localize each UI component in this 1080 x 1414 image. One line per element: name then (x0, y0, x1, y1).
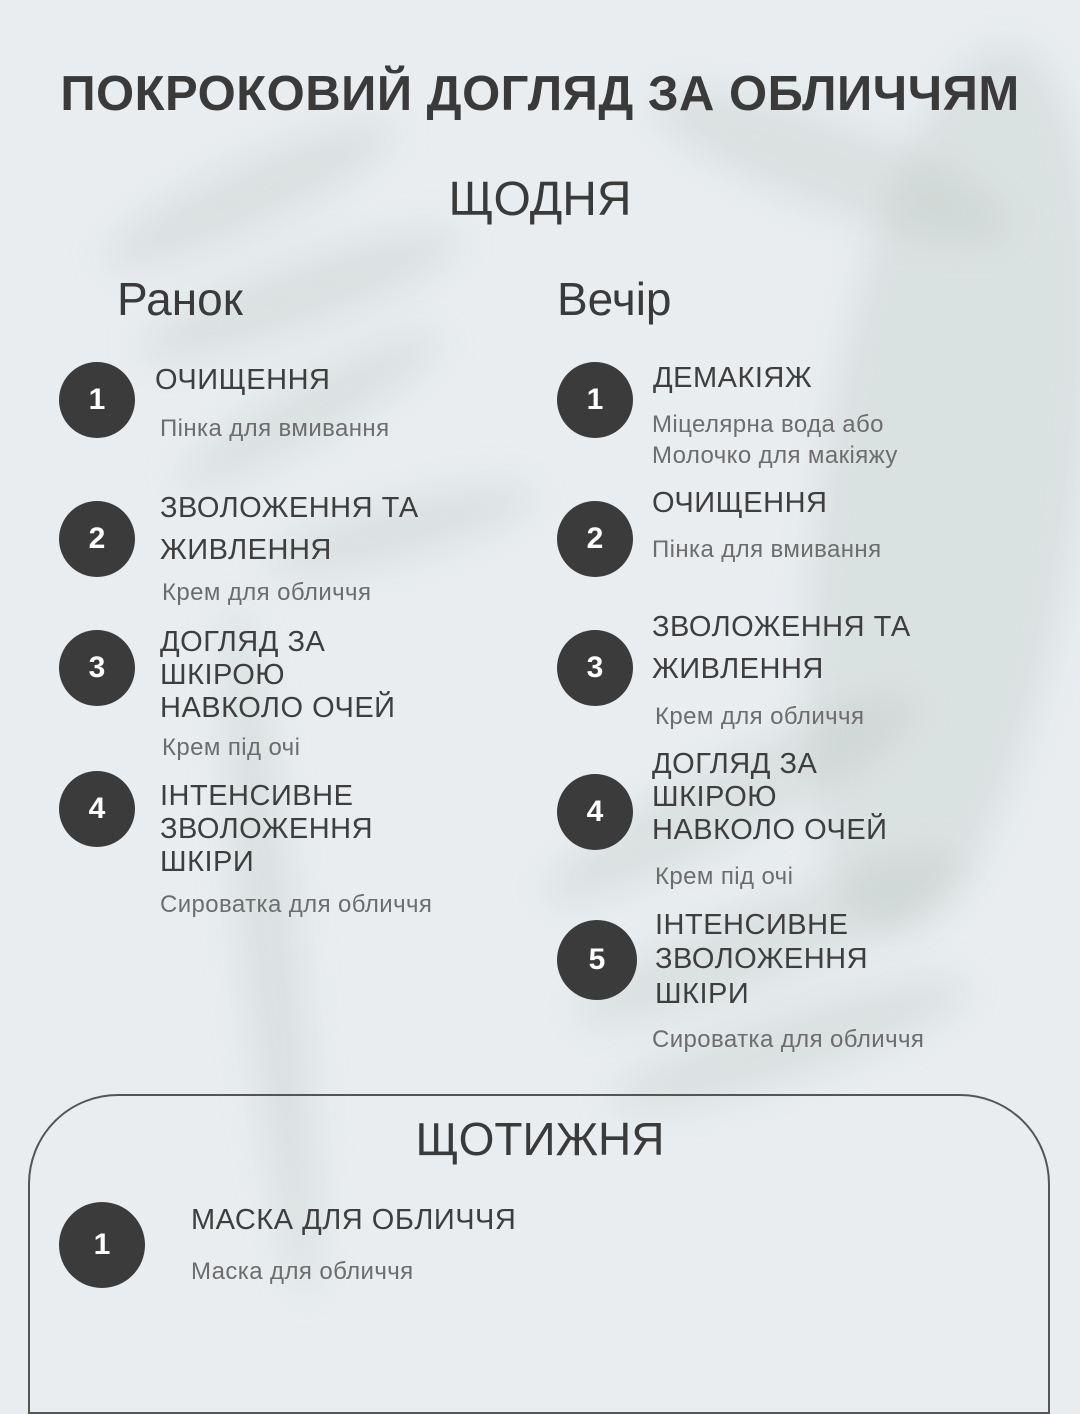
evening-step-1-product-line-2: Молочко для макіяжу (652, 442, 898, 469)
evening-step-3-product: Крем для обличчя (655, 703, 865, 730)
evening-step-2-title: ОЧИЩЕННЯ (652, 487, 828, 519)
morning-step-1-product: Пінка для вмивання (160, 415, 390, 442)
morning-step-4-title-line-2: ЗВОЛОЖЕННЯ (160, 813, 374, 845)
evening-step-4-number: 4 (557, 774, 633, 850)
evening-step-2-product: Пінка для вмивання (652, 536, 882, 563)
evening-step-5-number: 5 (557, 920, 637, 1000)
evening-step-1-title: ДЕМАКІЯЖ (653, 362, 813, 394)
evening-step-3-title-line-2: ЖИВЛЕННЯ (652, 653, 824, 685)
daily-heading: ЩОДНЯ (448, 173, 632, 226)
evening-step-5-title-line-1: ІНТЕНСИВНЕ (655, 909, 849, 941)
morning-step-3-number: 3 (59, 630, 135, 706)
weekly-step-1-product: Маска для обличчя (191, 1258, 414, 1285)
evening-step-5-product: Сироватка для обличчя (652, 1026, 925, 1053)
evening-step-3-title-line-1: ЗВОЛОЖЕННЯ ТА (652, 611, 911, 643)
evening-heading: Вечір (557, 273, 672, 325)
morning-step-3-product: Крем під очі (162, 734, 301, 761)
evening-step-1-product-line-1: Міцелярна вода або (652, 411, 884, 438)
evening-step-4-title-line-1: ДОГЛЯД ЗА (652, 748, 818, 780)
morning-step-4-title-line-3: ШКІРИ (160, 846, 255, 878)
morning-step-2-product: Крем для обличчя (162, 579, 372, 606)
evening-step-4-title-line-2: ШКІРОЮ (652, 781, 778, 813)
evening-step-2-number: 2 (557, 501, 633, 577)
morning-step-3-title-line-1: ДОГЛЯД ЗА (160, 626, 326, 658)
page-title: ПОКРОКОВИЙ ДОГЛЯД ЗА ОБЛИЧЧЯМ (60, 67, 1020, 121)
evening-step-3-number: 3 (557, 630, 633, 706)
evening-step-4-title-line-3: НАВКОЛО ОЧЕЙ (652, 814, 888, 846)
morning-step-2-title-line-2: ЖИВЛЕННЯ (160, 534, 332, 566)
morning-step-1-title: ОЧИЩЕННЯ (155, 364, 331, 396)
morning-heading: Ранок (117, 273, 243, 325)
morning-step-4-product: Сироватка для обличчя (160, 891, 433, 918)
morning-step-4-number: 4 (59, 771, 135, 847)
morning-step-2-title-line-1: ЗВОЛОЖЕННЯ ТА (160, 492, 419, 524)
evening-step-5-title-line-3: ШКІРИ (655, 978, 750, 1010)
weekly-heading: ЩОТИЖНЯ (415, 1113, 665, 1165)
evening-step-5-title-line-2: ЗВОЛОЖЕННЯ (655, 943, 869, 975)
morning-step-1-number: 1 (59, 362, 135, 438)
morning-step-4-title-line-1: ІНТЕНСИВНЕ (160, 780, 354, 812)
weekly-step-1-title: МАСКА ДЛЯ ОБЛИЧЧЯ (191, 1204, 517, 1236)
morning-step-3-title-line-3: НАВКОЛО ОЧЕЙ (160, 692, 396, 724)
morning-step-2-number: 2 (59, 501, 135, 577)
evening-step-1-number: 1 (557, 362, 633, 438)
evening-step-4-product: Крем під очі (655, 863, 794, 890)
weekly-step-1-number: 1 (59, 1202, 145, 1288)
morning-step-3-title-line-2: ШКІРОЮ (160, 659, 286, 691)
